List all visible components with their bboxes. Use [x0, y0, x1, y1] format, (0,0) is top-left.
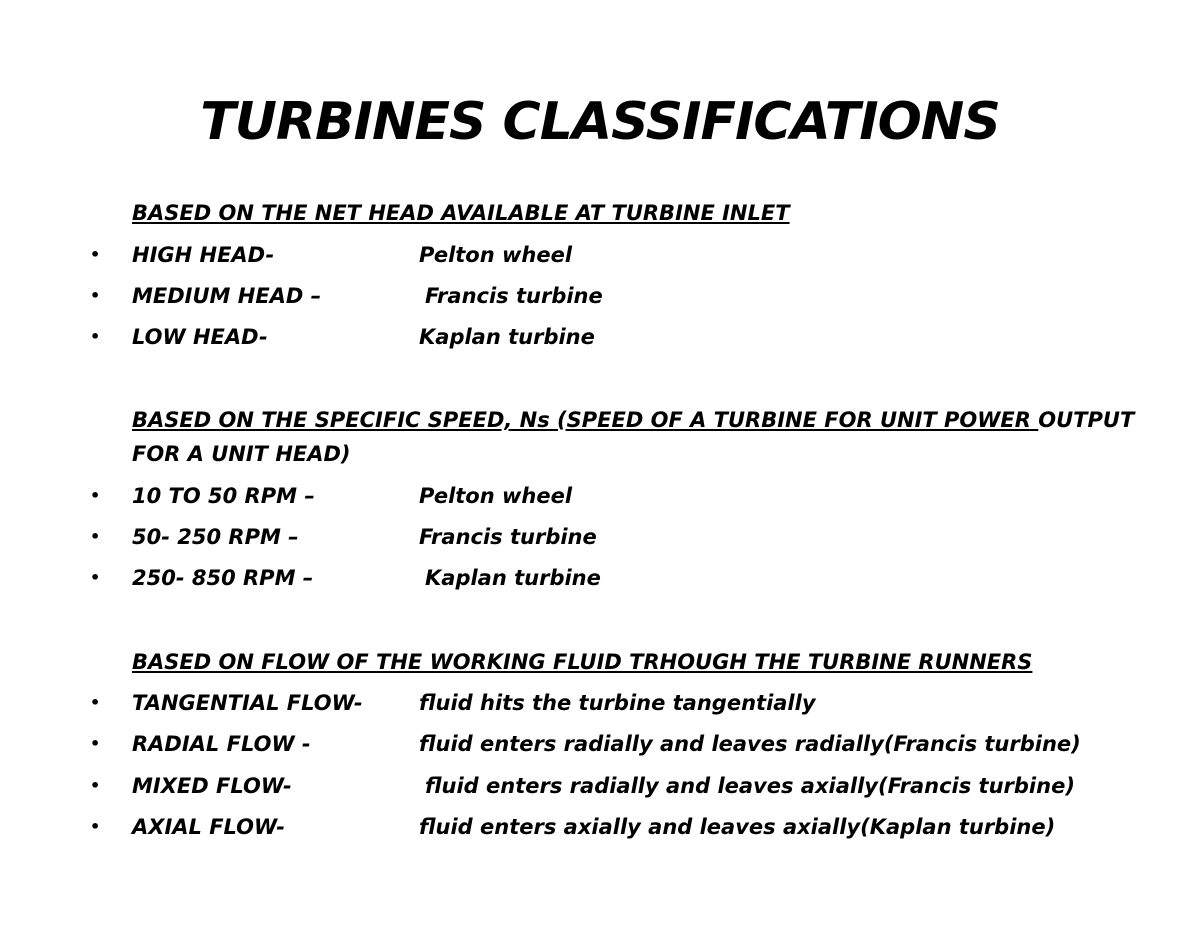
item-description: Francis turbine — [419, 525, 597, 549]
item-label: 250- 850 RPM – — [132, 566, 314, 590]
section-heading-text: BASED ON FLOW OF THE WORKING FLUID TRHOUGH THE TURBINE RUNNERS — [132, 650, 1033, 674]
slide-title: TURBINES CLASSIFICATIONS — [200, 92, 1000, 152]
item-label: MIXED FLOW- — [132, 774, 292, 798]
list-item — [0, 320, 1200, 354]
list-item — [0, 810, 1200, 844]
item-description: Kaplan turbine — [425, 566, 601, 590]
list-item — [0, 520, 1200, 554]
list-item — [0, 561, 1200, 595]
bullet-icon: • — [90, 734, 101, 753]
bullet-icon: • — [90, 693, 101, 712]
section-heading-text-underlined: BASED ON THE SPECIFIC SPEED, Ns (SPEED OF A TURBINE FOR UNIT POWER — [132, 408, 1039, 432]
item-label: MEDIUM HEAD – — [132, 284, 322, 308]
list-item — [0, 727, 1200, 761]
item-label: RADIAL FLOW - — [132, 732, 311, 756]
section-heading-specific-speed — [132, 403, 1134, 437]
bullet-icon: • — [90, 286, 101, 305]
list-item — [0, 479, 1200, 513]
list-item — [0, 238, 1200, 272]
list-item — [0, 686, 1200, 720]
section-heading-net-head — [132, 196, 790, 230]
item-label: LOW HEAD- — [132, 325, 268, 349]
item-description: fluid enters axially and leaves axially(Kaplan turbine) — [419, 815, 1056, 839]
section-heading-text-rest: OUTPUT — [1038, 408, 1135, 432]
list-item — [0, 279, 1200, 313]
section-heading-specific-speed-line2 — [132, 437, 351, 471]
item-description: Francis turbine — [425, 284, 603, 308]
list-item — [0, 769, 1200, 803]
section-heading-flow — [132, 645, 1032, 679]
bullet-icon: • — [90, 327, 101, 346]
item-label: TANGENTIAL FLOW- — [132, 691, 363, 715]
bullet-icon: • — [90, 776, 101, 795]
item-label: 10 TO 50 RPM – — [132, 484, 315, 508]
item-description: fluid enters radially and leaves axially(Francis turbine) — [425, 774, 1075, 798]
bullet-icon: • — [90, 245, 101, 264]
bullet-icon: • — [90, 568, 101, 587]
bullet-icon: • — [90, 527, 101, 546]
section-heading-text: BASED ON THE NET HEAD AVAILABLE AT TURBINE INLET — [132, 201, 790, 225]
bullet-icon: • — [90, 486, 101, 505]
item-description: fluid hits the turbine tangentially — [419, 691, 816, 715]
item-label: HIGH HEAD- — [132, 243, 275, 267]
item-label: AXIAL FLOW- — [132, 815, 285, 839]
item-label: 50- 250 RPM – — [132, 525, 299, 549]
item-description: Pelton wheel — [419, 243, 573, 267]
item-description: Pelton wheel — [419, 484, 573, 508]
item-description: Kaplan turbine — [419, 325, 595, 349]
bullet-icon: • — [90, 817, 101, 836]
section-heading-text: FOR A UNIT HEAD) — [132, 442, 351, 466]
item-description: fluid enters radially and leaves radially(Francis turbine) — [419, 732, 1081, 756]
